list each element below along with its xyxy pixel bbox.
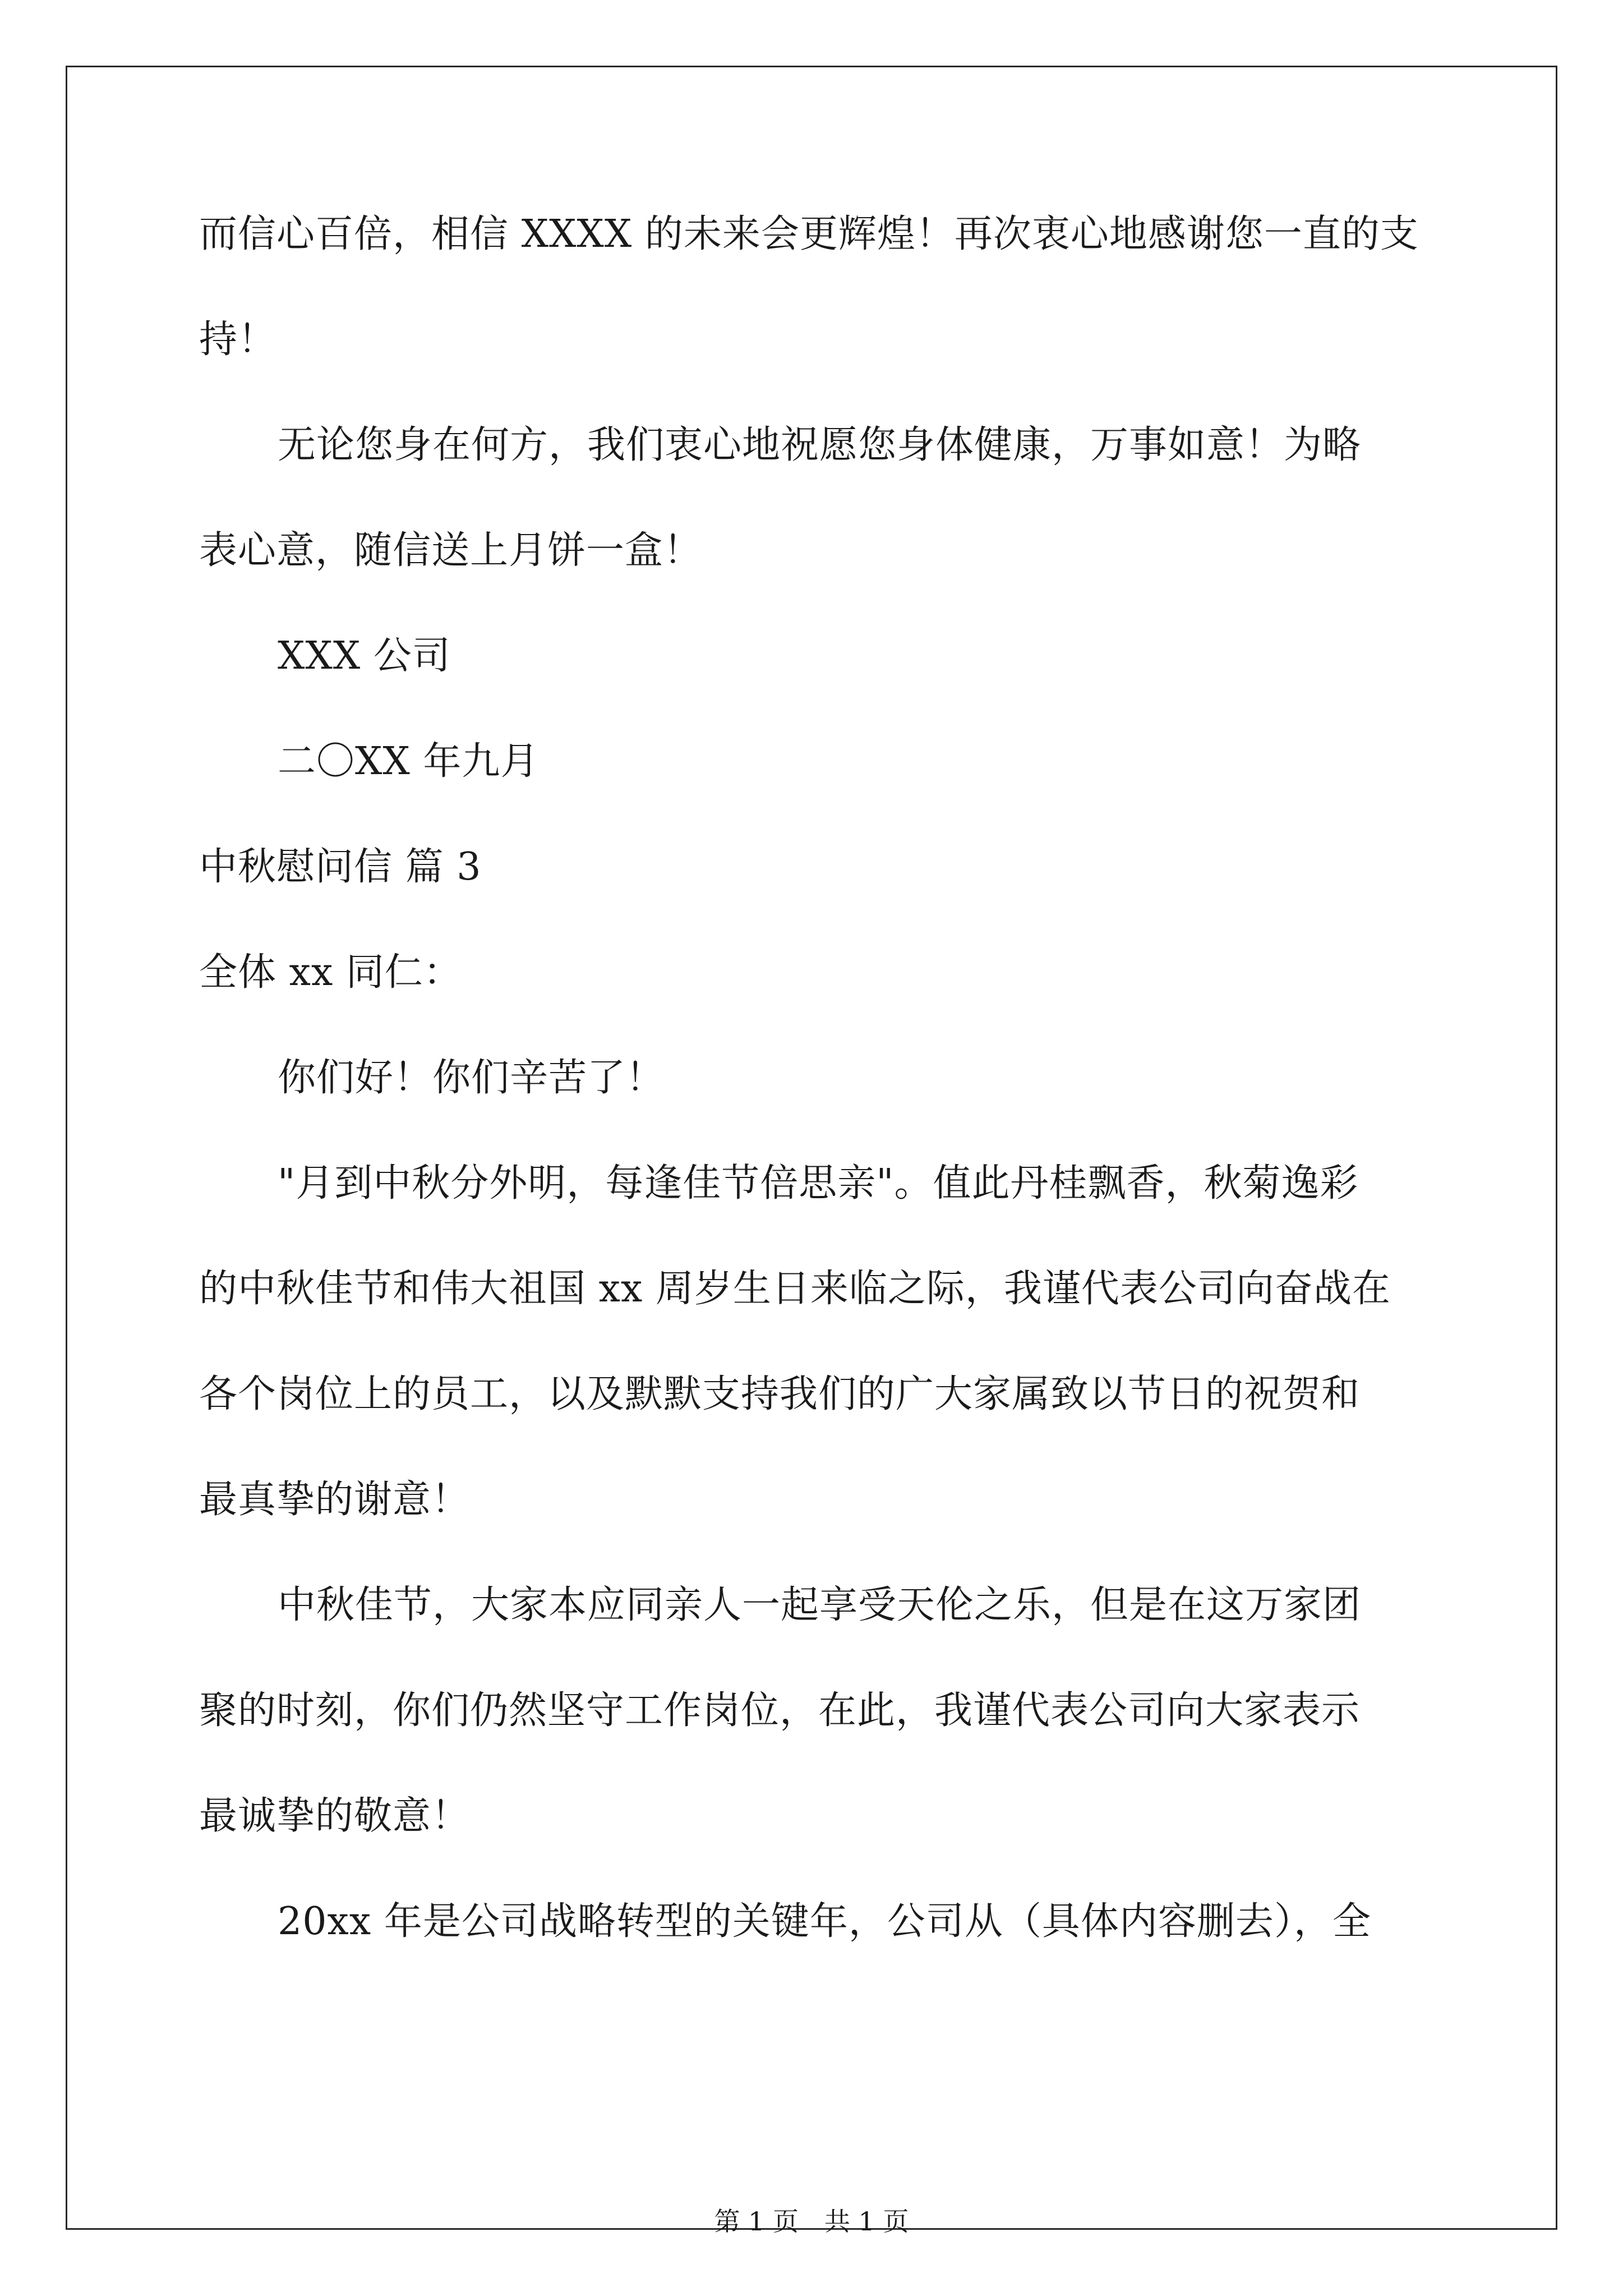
text-line: 而信心百倍，相信 XXXX 的未来会更辉煌！再次衷心地感谢您一直的支 [199,212,1419,256]
text-line: 最真挚的谢意！ [199,1478,471,1522]
text-line: 表心意，随信送上月饼一盒！ [199,528,703,573]
page-number: 第 1 页 共 1 页 [714,2206,909,2237]
text-line: 的中秋佳节和伟大祖国 xx 周岁生日来临之际，我谨代表公司向奋战在 [199,1267,1391,1311]
text-line: 持！ [199,318,277,362]
signature-date: 二〇XX 年九月 [278,739,540,784]
salutation: 全体 xx 同仁： [199,950,462,995]
text-line: 中秋佳节，大家本应同亲人一起享受天伦之乐，但是在这万家团 [278,1583,1362,1627]
text-line: 聚的时刻，你们仍然坚守工作岗位，在此，我谨代表公司向大家表示 [199,1688,1361,1733]
page-footer [0,2207,1623,2235]
document-body [199,213,1427,2006]
text-line: 20xx 年是公司战略转型的关键年，公司从（具体内容删去），全 [278,1899,1371,1944]
text-line: 各个岗位上的员工，以及默默支持我们的广大家属致以节日的祝贺和 [199,1372,1361,1416]
text-line: 无论您身在何方，我们衷心地祝愿您身体健康，万事如意！为略 [278,423,1362,467]
signature-company: XXX 公司 [278,634,451,678]
section-heading: 中秋慰问信 篇 3 [199,845,482,889]
text-line: "月到中秋分外明，每逢佳节倍思亲"。值此丹桂飘香，秋菊逸彩 [278,1161,1359,1205]
text-line: 你们好！你们辛苦了！ [278,1056,665,1100]
text-line: 最诚挚的敬意！ [199,1794,471,1838]
